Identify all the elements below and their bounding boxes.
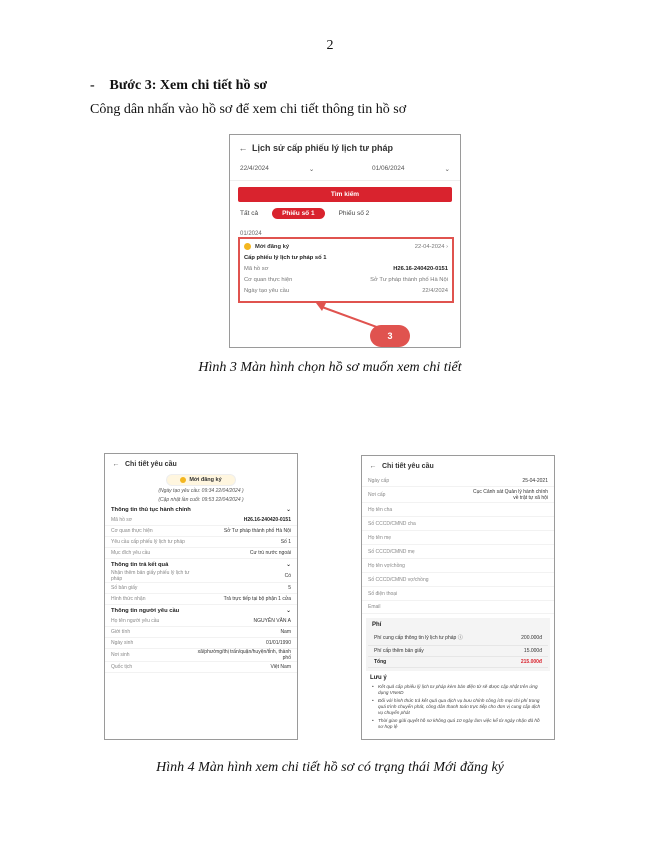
back-arrow-icon[interactable]: ← bbox=[112, 460, 120, 468]
tab-all[interactable]: Tất cả bbox=[240, 210, 259, 217]
back-arrow-icon[interactable]: ← bbox=[369, 462, 377, 470]
chevron-down-icon: ⌄ bbox=[286, 608, 291, 614]
fee-title: Phí bbox=[372, 622, 382, 628]
detail-row: Số bản giấy 5 bbox=[105, 583, 297, 594]
date-to-select[interactable]: 01/06/2024 ⌄ bbox=[372, 165, 450, 180]
fee-row: Phí cấp thêm bản giấy 15.000đ bbox=[368, 646, 548, 657]
notes-title: Lưu ý bbox=[370, 675, 387, 681]
step-heading-text: Bước 3: Xem chi tiết hồ sơ bbox=[109, 78, 268, 93]
detail-row: Họ tên mẹ bbox=[362, 531, 554, 545]
callout-arrow bbox=[230, 135, 461, 348]
detail-row: Mã hồ sơ H26.16-240420-0151 bbox=[105, 515, 297, 526]
chevron-down-icon: ⌄ bbox=[308, 166, 315, 173]
fee-total-row: Tổng 215.000đ bbox=[368, 657, 548, 668]
back-arrow-icon[interactable]: ← bbox=[238, 143, 248, 153]
figure-4-left-screenshot bbox=[104, 453, 298, 740]
section-header[interactable]: Thông tin trả kết quả ⌄ bbox=[111, 562, 291, 568]
note-item: • Kết quả cấp phiếu lý lịch tư pháp kèm bản điện tử sẽ được cập nhật trên ứng dụng VNeID bbox=[372, 684, 538, 695]
note-item: • Đối với hình thức trả kết quả qua dịch vụ bưu chính công ích mọi chi phí trong quá trình chuyển phát, công dân thanh toán trực tiếp cho đơn vị cung cấp dịch vụ chuyển phát bbox=[372, 698, 541, 715]
detail-row: Họ tên vợ/chồng bbox=[362, 559, 554, 573]
card-row: Mã hồ sơ H26.16-240420-0151 bbox=[244, 265, 448, 272]
card-date: 22-04-2024 › bbox=[414, 243, 448, 250]
figure-3-caption: Hình 3 Màn hình chọn hồ sơ muốn xem chi tiết bbox=[198, 360, 462, 375]
detail-row: Số CCCD/CMND cha bbox=[362, 517, 554, 531]
detail-row: Ngày cấp 25-04-2021 bbox=[362, 476, 554, 487]
callout-number: 3 bbox=[370, 325, 410, 347]
page-number: 2 bbox=[326, 38, 334, 53]
card-row: Cơ quan thực hiện Sở Tư pháp thành phố Hà Nội bbox=[244, 276, 448, 283]
detail-row: Số CCCD/CMND mẹ bbox=[362, 545, 554, 559]
detail-row: Số CCCD/CMND vợ/chồng bbox=[362, 573, 554, 587]
app-bar bbox=[105, 454, 297, 474]
detail-row: Giới tính Nam bbox=[105, 627, 297, 638]
detail-row: Ngày sinh 01/01/1990 bbox=[105, 638, 297, 649]
detail-row: Mục đích yêu cầu Cư trú nước ngoài bbox=[105, 548, 297, 559]
card-row: Ngày tạo yêu cầu 22/4/2024 bbox=[244, 287, 448, 294]
detail-row: Họ tên người yêu cầu NGUYỄN VĂN A bbox=[105, 616, 297, 627]
card-title: Cấp phiếu lý lịch tư pháp số 1 bbox=[244, 254, 327, 261]
section-header[interactable]: Thông tin người yêu cầu ⌄ bbox=[111, 608, 291, 614]
detail-row: Yêu cầu cấp phiếu lý lịch tư pháp Số 1 bbox=[105, 537, 297, 548]
step-heading bbox=[90, 78, 267, 94]
created-note: (Ngày tạo yêu cầu: 09:34 22/04/2024 ) bbox=[158, 488, 244, 494]
search-button[interactable]: Tìm kiếm bbox=[238, 187, 452, 202]
figure-4-right-screenshot bbox=[361, 455, 555, 740]
chevron-down-icon: ⌄ bbox=[286, 562, 291, 568]
info-icon[interactable]: ⓘ bbox=[457, 635, 463, 641]
tab-form-1[interactable]: Phiếu số 1 bbox=[272, 208, 325, 219]
status-dot-icon bbox=[180, 477, 186, 483]
step-dash: - bbox=[90, 78, 95, 93]
detail-row: Nơi sinh xã/phường/thị trấn/quận/huyện/tỉnh, thành phố bbox=[105, 649, 297, 662]
detail-row: Nơi cấp Cục Cảnh sát Quản lý hành chính về trật tự xã hội bbox=[362, 487, 554, 503]
detail-row: Nhận thêm bản giấy phiếu lý lịch tư pháp Có bbox=[105, 570, 297, 583]
fee-box bbox=[366, 618, 550, 671]
figure-4-caption: Hình 4 Màn hình xem chi tiết hồ sơ có trạng thái Mới đăng ký bbox=[156, 760, 504, 775]
month-label: 01/2024 bbox=[240, 231, 262, 237]
note-item: • Thời gian giải quyết hồ sơ không quá 10 ngày làm việc kể từ ngày nhận đủ hồ sơ hợp lệ bbox=[372, 718, 540, 729]
fee-row: Phí cung cấp thông tin lý lịch tư pháp ⓘ 200.000đ bbox=[368, 630, 548, 646]
chevron-down-icon: ⌄ bbox=[286, 507, 291, 513]
screen-title: Chi tiết yêu cầu bbox=[125, 460, 177, 468]
chevron-down-icon: ⌄ bbox=[444, 166, 450, 173]
chevron-right-icon: › bbox=[446, 243, 448, 250]
tab-form-2[interactable]: Phiếu số 2 bbox=[338, 210, 370, 217]
status-badge: Mới đăng ký bbox=[166, 474, 236, 486]
status-badge: Mới đăng ký bbox=[244, 243, 289, 250]
detail-row: Số điện thoại bbox=[362, 587, 554, 601]
screen-title: Chi tiết yêu cầu bbox=[382, 462, 434, 470]
detail-row: Hình thức nhận Trả trực tiếp tại bộ phận 1 cửa bbox=[105, 594, 297, 605]
app-bar bbox=[362, 456, 554, 476]
section-header[interactable]: Thông tin thủ tục hành chính ⌄ bbox=[111, 507, 291, 513]
fee-label: Phí cung cấp thông tin lý lịch tư pháp ⓘ bbox=[374, 635, 463, 641]
detail-row: Email bbox=[362, 601, 554, 614]
detail-row: Quốc tịch Việt Nam bbox=[105, 662, 297, 673]
step-description: Công dân nhấn vào hồ sơ để xem chi tiết thông tin hồ sơ bbox=[90, 102, 407, 117]
updated-note: (Cập nhật lần cuối: 09:53 22/04/2024 ) bbox=[158, 497, 244, 503]
figure-3-screenshot bbox=[229, 134, 461, 348]
detail-row: Họ tên cha bbox=[362, 503, 554, 517]
screen-title: Lịch sử cấp phiếu lý lịch tư pháp bbox=[252, 143, 394, 153]
detail-row: Cơ quan thực hiện Sở Tư pháp thành phố Hà Nội bbox=[105, 526, 297, 537]
date-from-select[interactable]: 22/4/2024 ⌄ bbox=[240, 165, 314, 180]
